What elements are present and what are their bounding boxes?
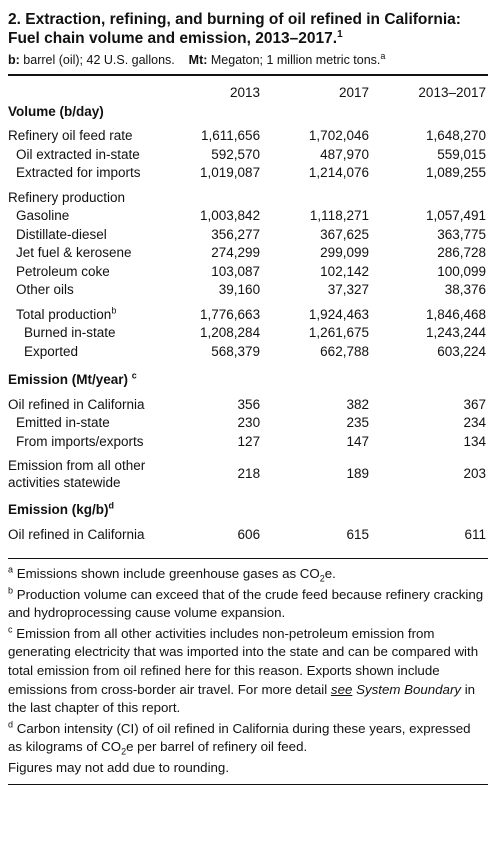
section-heading-row bbox=[8, 491, 488, 520]
column-header-2017: 2017 bbox=[338, 85, 369, 100]
row-label: Other oils bbox=[16, 282, 74, 297]
row-label: Burned in-state bbox=[24, 325, 116, 340]
cell-value: 1,611,656 bbox=[201, 128, 261, 143]
emission-mt-heading bbox=[8, 361, 488, 390]
production-heading: Refinery production bbox=[8, 189, 126, 205]
footnote-text: e. bbox=[324, 566, 336, 581]
units-footnote-marker: a bbox=[380, 50, 386, 61]
cell-value: 1,208,284 bbox=[200, 325, 261, 340]
cell-value: 382 bbox=[346, 396, 369, 412]
table-row bbox=[8, 414, 488, 433]
cell-value: 1,214,076 bbox=[308, 165, 369, 180]
table-row bbox=[8, 226, 488, 245]
table-row bbox=[8, 300, 488, 325]
cell-value: 134 bbox=[463, 433, 486, 449]
cell-value: 299,099 bbox=[320, 245, 369, 260]
footnote-c bbox=[8, 625, 488, 718]
units-legend bbox=[8, 52, 488, 68]
cell-value: 1,924,463 bbox=[308, 306, 369, 322]
row-label bbox=[8, 300, 187, 325]
table-row bbox=[8, 121, 488, 146]
cell-value: 662,788 bbox=[320, 343, 369, 359]
row-label: Distillate-diesel bbox=[16, 226, 107, 242]
footnote-text: Production volume can exceed that of the crude feed because refinery cracking and hydroprocessing cause volume expansion. bbox=[8, 586, 484, 621]
subsection-heading-row bbox=[8, 183, 488, 208]
row-label: From imports/exports bbox=[16, 433, 144, 449]
volume-heading: Volume (b/day) bbox=[8, 103, 104, 119]
cell-value: 356 bbox=[237, 396, 261, 412]
cell-value: 1,057,491 bbox=[425, 208, 486, 223]
cell-value: 235 bbox=[346, 415, 369, 430]
row-label: Extracted for imports bbox=[16, 165, 141, 180]
cell-value: 1,702,046 bbox=[308, 128, 369, 143]
row-label-line: activities statewide bbox=[8, 475, 121, 490]
emission-mt-heading-text: Emission (Mt/year) bbox=[8, 372, 129, 387]
column-header-2013: 2013 bbox=[230, 85, 261, 100]
cell-value: 203 bbox=[463, 465, 486, 481]
row-label: Oil refined in California bbox=[8, 396, 145, 412]
footnote-marker: c bbox=[131, 370, 137, 381]
cell-value: 592,570 bbox=[211, 146, 261, 162]
rounding-note: Figures may not add due to rounding. bbox=[8, 759, 230, 775]
footnote-b bbox=[8, 586, 488, 623]
cell-value: 274,299 bbox=[211, 245, 261, 260]
bottom-rule bbox=[8, 784, 488, 785]
table-title bbox=[8, 10, 488, 48]
row-label: Emitted in-state bbox=[16, 415, 110, 430]
cell-value: 1,846,468 bbox=[425, 306, 486, 322]
cell-value: 559,015 bbox=[437, 146, 486, 162]
footnote-marker: a bbox=[8, 564, 14, 575]
cell-value: 367,625 bbox=[320, 226, 369, 242]
cell-value: 1,261,675 bbox=[308, 325, 369, 340]
cell-value: 1,003,842 bbox=[200, 208, 261, 223]
section-heading-row bbox=[8, 361, 488, 390]
table-title-text: 2. Extraction, refining, and burning of oil refined in California: Fuel chain volume and emission, 2013–2017. bbox=[8, 11, 461, 47]
cell-value: 102,142 bbox=[320, 263, 369, 279]
cell-value: 615 bbox=[346, 526, 369, 542]
cell-value: 127 bbox=[237, 433, 261, 449]
data-table bbox=[8, 76, 488, 544]
cell-value: 39,160 bbox=[218, 282, 261, 297]
table-row bbox=[8, 244, 488, 263]
row-label-line: Emission from all other bbox=[8, 458, 146, 473]
footnote-text: in the last chapter of this report. bbox=[8, 681, 476, 716]
table-row bbox=[8, 164, 488, 183]
cell-value: 356,277 bbox=[211, 226, 261, 242]
cell-value: 568,379 bbox=[211, 343, 261, 359]
section-heading-row bbox=[8, 103, 488, 122]
row-label: Petroleum coke bbox=[16, 263, 110, 279]
table-row bbox=[8, 343, 488, 362]
cell-value: 611 bbox=[464, 526, 486, 542]
cell-value: 147 bbox=[346, 433, 369, 449]
cell-value: 38,376 bbox=[444, 282, 486, 297]
cell-value: 1,089,255 bbox=[425, 165, 486, 180]
cell-value: 218 bbox=[237, 465, 261, 481]
row-label: Gasoline bbox=[16, 208, 70, 223]
footnote-d bbox=[8, 720, 488, 757]
see-reference: see bbox=[330, 681, 353, 697]
table-row bbox=[8, 451, 488, 491]
units-mt-key: Mt: bbox=[188, 53, 208, 67]
units-b-text: barrel (oil); 42 U.S. gallons. bbox=[19, 53, 175, 67]
units-mt-text: Megaton; 1 million metric tons. bbox=[207, 53, 381, 67]
footnote-marker: c bbox=[8, 624, 13, 635]
table-row bbox=[8, 263, 488, 282]
footnotes bbox=[8, 565, 488, 778]
table-row bbox=[8, 207, 488, 226]
cell-value: 603,224 bbox=[437, 343, 486, 359]
cell-value: 487,970 bbox=[320, 146, 369, 162]
footnote-text: Emissions shown include greenhouse gases as CO bbox=[16, 566, 320, 581]
table-row bbox=[8, 281, 488, 300]
cell-value: 1,243,244 bbox=[425, 325, 486, 340]
table-row bbox=[8, 390, 488, 415]
cell-value: 1,776,663 bbox=[200, 306, 261, 322]
notes-divider bbox=[8, 558, 488, 559]
row-label bbox=[8, 451, 187, 491]
row-label: Jet fuel & kerosene bbox=[16, 245, 132, 260]
table-row bbox=[8, 433, 488, 452]
total-production-label: Total production bbox=[16, 306, 112, 322]
table-row bbox=[8, 146, 488, 165]
cell-value: 367 bbox=[463, 396, 486, 412]
footnote-marker: b bbox=[8, 585, 14, 596]
cell-value: 37,327 bbox=[327, 282, 369, 297]
row-label: Oil refined in California bbox=[8, 526, 145, 542]
cell-value: 230 bbox=[237, 415, 261, 430]
footnote-text: Carbon intensity (CI) of oil refined in California during these years, expressed as kilograms of CO bbox=[8, 720, 471, 755]
cell-value: 1,648,270 bbox=[425, 128, 486, 143]
cell-value: 103,087 bbox=[211, 263, 261, 279]
emission-kgb-heading-text: Emission (kg/b) bbox=[8, 502, 109, 517]
footnote-marker: d bbox=[8, 719, 14, 730]
footnote-marker: b bbox=[111, 305, 117, 315]
row-label: Exported bbox=[24, 343, 79, 359]
column-header-2013-2017: 2013–2017 bbox=[418, 85, 486, 100]
title-footnote-marker: 1 bbox=[337, 28, 343, 40]
system-boundary-reference: System Boundary bbox=[356, 681, 462, 697]
cell-value: 606 bbox=[237, 526, 261, 542]
subscript: 2 bbox=[319, 573, 325, 584]
footnote-a bbox=[8, 565, 488, 584]
column-header-row bbox=[8, 76, 488, 103]
cell-value: 363,775 bbox=[437, 226, 486, 242]
row-label: Oil extracted in-state bbox=[16, 146, 140, 162]
emission-kgb-heading bbox=[8, 491, 488, 520]
cell-value: 1,019,087 bbox=[200, 165, 261, 180]
table-row bbox=[8, 324, 488, 343]
subscript: 2 bbox=[121, 747, 127, 757]
footnote-text: Emission from all other activities includes non-petroleum emission from generating electricity that was imported into the state and can be compared with total emission from oil refined here for this reason. Exports shown include emissions from cross-border air travel. For more detail bbox=[8, 625, 479, 697]
cell-value: 189 bbox=[346, 465, 369, 481]
table-row bbox=[8, 520, 488, 545]
footnote-marker: d bbox=[108, 500, 115, 511]
cell-value: 100,099 bbox=[437, 263, 486, 279]
cell-value: 1,118,271 bbox=[309, 208, 369, 223]
header-blank bbox=[8, 76, 187, 103]
row-label: Refinery oil feed rate bbox=[8, 128, 133, 143]
footnote-text: e per barrel of refinery oil feed. bbox=[126, 739, 308, 755]
cell-value: 234 bbox=[463, 415, 486, 430]
cell-value: 286,728 bbox=[437, 245, 486, 260]
units-b-key: b: bbox=[8, 53, 20, 67]
